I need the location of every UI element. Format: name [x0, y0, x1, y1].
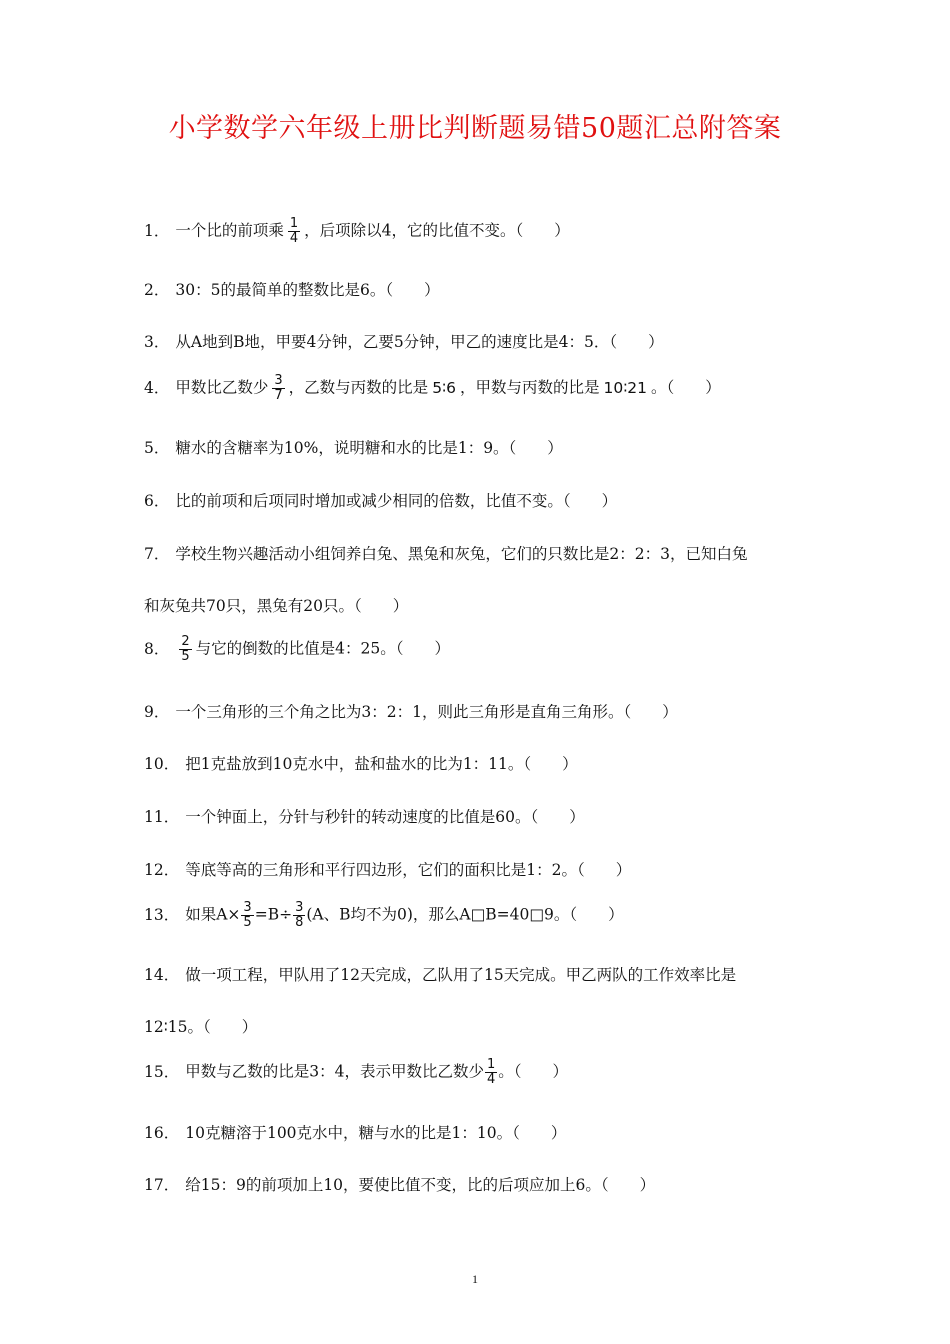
question-6: 6． 比的前项和后项同时增加或减少相同的倍数，比值不变。（ ） [144, 492, 618, 510]
question-9: 9． 一个三角形的三个角之比为3：2：1，则此三角形是直角三角形。（ ） [144, 703, 678, 721]
fraction: $\frac{3}{8}$ [295, 900, 304, 930]
question-2: 2． 30：5的最简单的整数比是6。（ ） [144, 281, 440, 299]
question-8: 8． $\frac{2}{5}$ 与它的倒数的比值是4：25。（ ） [144, 634, 450, 664]
question-12: 12． 等底等高的三角形和平行四边形，它们的面积比是1：2。（ ） [144, 861, 632, 879]
question-13: 13． 如果A× $\frac{3}{5}$ =B÷ $\frac{3}{8}$ (A、B均不为0)，那么A□B=40□9。（ ） [144, 900, 624, 930]
question-14-line-2: 12∶15。（ ） [144, 1018, 258, 1036]
question-4: 4． 甲数比乙数少 $\frac{3}{7}$ ，乙数与丙数的比是 5∶6 ，甲数与丙数的比是 10∶21 。（ ） [144, 373, 721, 403]
question-17: 17． 给15：9的前项加上10，要使比值不变，比的后项应加上6。（ ） [144, 1176, 656, 1194]
fraction: $\frac{2}{5}$ [181, 634, 190, 664]
question-15: 15． 甲数与乙数的比是3：4，表示甲数比乙数少 $\frac{1}{4}$ 。（ ） [144, 1057, 569, 1087]
fraction: $\frac{3}{5}$ [243, 900, 252, 930]
question-7: 7． 学校生物兴趣活动小组饲养白兔、黑兔和灰兔，它们的只数比是2：2：3，已知白兔 [144, 545, 748, 563]
question-1: 1． 一个比的前项乘 $\frac{1}{4}$ ，后项除以4，它的比值不变。（ ） [144, 216, 570, 246]
fraction: $\frac{3}{7}$ [274, 373, 283, 403]
question-5: 5． 糖水的含糖率为10%，说明糖和水的比是1：9。（ ） [144, 439, 563, 457]
question-14: 14． 做一项工程，甲队用了12天完成，乙队用了15天完成。甲乙两队的工作效率比是 [144, 966, 737, 984]
document-title: 小学数学六年级上册比判断题易错50题汇总附答案 [168, 113, 782, 144]
question-3: 3． 从A地到B地，甲要4分钟，乙要5分钟，甲乙的速度比是4：5．（ ） [144, 333, 664, 351]
page-number: 1 [472, 1272, 478, 1286]
question-16: 16． 10克糖溶于100克水中，糖与水的比是1：10。（ ） [144, 1124, 567, 1142]
fraction: $\frac{1}{4}$ [289, 216, 299, 246]
question-11: 11． 一个钟面上，分针与秒针的转动速度的比值是60。（ ） [144, 808, 585, 826]
fraction: $\frac{1}{4}$ [486, 1057, 496, 1087]
question-10: 10． 把1克盐放到10克水中，盐和盐水的比为1：11。（ ） [144, 755, 578, 773]
question-7-line-2: 和灰兔共70只，黑兔有20只。（ ） [144, 597, 409, 615]
